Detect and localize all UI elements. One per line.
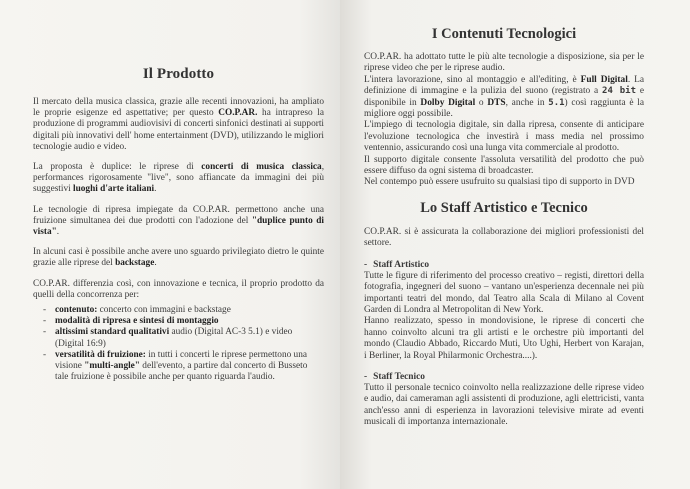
paragraph-intro: Il mercato della musica classica, grazie alle recenti innovazioni, ha ampliato le proprie esigenze ed aspettative; per questo CO.P.AR. ha intrapreso la produzione di programmi audiovisivi di concerti sinfonici destinati ai supporti digitali più innovativi dell' home entertainment (DVD), utilizzando le migliori tecnologie audio e video. (33, 97, 324, 152)
paragraph-proposta: La proposta è duplice: le riprese di concerti di musica classica, performances rigorosamente "live", sono affiancate da immagini dei più suggestivi luoghi d'arte italiani. (33, 162, 325, 195)
list-item: - altissimi standard qualitativi audio (Digital AC-3 5.1) e video (Digital 16:9) (55, 327, 324, 349)
left-page (0, 0, 340, 489)
list-item: - contenuto: concerto con immagini e backstage (55, 305, 324, 316)
right-page (340, 0, 690, 489)
paragraph-backstage: In alcuni casi è possibile anche avere uno sguardo privilegiato dietro le quinte grazie alle riprese del backstage. (33, 247, 324, 269)
paragraph-staff-intro: CO.P.AR. si è assicurata la collaborazione dei migliori professionisti del settore. (364, 226, 644, 249)
paragraph-tech-contempo: Nel contempo può essere usufruito su qualsiasi tipo di supporto in DVD (364, 177, 635, 188)
page-title-staff: Lo Staff Artistico e Tecnico (420, 199, 588, 216)
paragraph-tech-intro: CO.P.AR. ha adottato tutte le più alte tecnologie a disposizione, sia per le riprese video che per le riprese audio. (364, 52, 644, 74)
paragraph-artistico-1: Tutte le figure di riferimento del processo creativo – registi, direttori della fotografia, ingegneri del suono – vantano un'esperienza decennale nei più importanti teatri del mondo, dal Teatro alla Scala di Milano al Covent Garden di Londra al Metropolitan di New York. (364, 270, 644, 315)
staff-tecnico-section (364, 372, 644, 429)
staff-artistico-section (364, 260, 644, 362)
paragraph-differenzia: CO.P.AR. differenzia così, con innovazione e tecnica, il proprio prodotto da quelli della concorrenza per: (33, 278, 324, 300)
paragraph-tech-impiego: L'impiego di tecnologia digitale, sin dalla ripresa, consente di anticipare l'evoluzione tecnologica che investirà i mass media nel prossimo ventennio, assicurando così una lunga vita commerciale al prodotto. (364, 120, 644, 154)
page-title-prodotto: Il Prodotto (142, 66, 215, 82)
paragraph-tech-digital: L'intera lavorazione, sino al montaggio e all'editing, è Full Digital. La definizione di immagine e la pulizia del suono (registrato a 24 bit e disponibile in Dolby Digital o DTS, anche in 5.1) così raggiunta è la migliore oggi possibile. (364, 74, 645, 120)
paragraph-artistico-2: Hanno realizzato, spesso in mondovisione, le riprese di concerti che hanno coinvolto alcuni tra gli artisti e le orchestre più importanti del mondo (Claudio Abbado, Riccardo Muti, Uto Ughi, Herbert von Karajan, i Berliner, la Royal Philarmonic Orchestra....). (364, 316, 644, 361)
staff-artistico-heading: - Staff Artistico (364, 259, 430, 270)
paragraph-tecnico-1: Tutto il personale tecnico coinvolto nella realizzazione delle riprese video e audio, dai cameraman agli assistenti di produzione, agli elettricisti, vanta anch'esso anni di esperienza in lavorazioni televisive mirate ad eventi musicali di importanza internazionale. (364, 382, 644, 428)
paragraph-tech-supporto: Il supporto digitale consente l'assoluta versatilità del prodotto che può essere diffuso da ogni sistema di broadcaster. (364, 154, 644, 177)
paragraph-tecnologie: Le tecnologie di ripresa impiegate da CO.P.AR. permettono anche una fruizione simultanea dei due prodotti con l'adozione del "duplice punto di vista". (33, 204, 324, 238)
feature-list (33, 305, 324, 383)
list-item: - versatilità di fruizione: in tutti i concerti le riprese permettono una visione "multi-angle" dell'evento, a partire dal concerto di Busseto tale fruizione è possibile anche per quanto riguarda l'audio. (55, 350, 324, 384)
list-item: - modalità di ripresa e sintesi di montaggio (55, 316, 324, 327)
staff-tecnico-heading: - Staff Tecnico (364, 371, 425, 382)
page-title-contenuti: I Contenuti Tecnologici (431, 26, 577, 42)
